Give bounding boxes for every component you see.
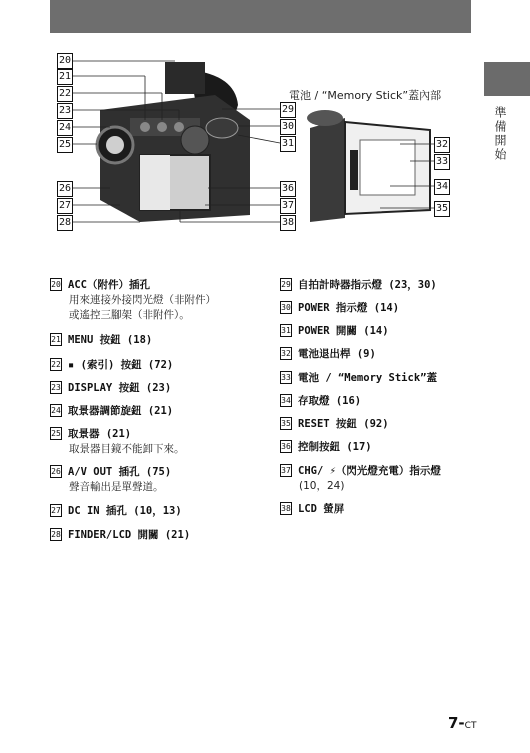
callout-23: 23 bbox=[57, 103, 73, 119]
list-item bbox=[280, 440, 372, 455]
item-index: 37 bbox=[281, 466, 291, 475]
callout-33: 33 bbox=[434, 154, 450, 170]
item-title: MENU 按鈕 (18) bbox=[68, 334, 153, 346]
list-item bbox=[280, 347, 376, 362]
callout-36: 36 bbox=[280, 181, 296, 197]
item-index: 34 bbox=[281, 396, 291, 405]
item-title: LCD 螢屏 bbox=[298, 503, 345, 515]
section-tab-label: 準備開始 bbox=[493, 106, 507, 162]
menu-button-drawing bbox=[140, 122, 150, 132]
battery-side-dial bbox=[307, 110, 343, 126]
battery-slot bbox=[350, 150, 358, 190]
item-title: 取景器 (21) bbox=[68, 428, 132, 440]
lcd-highlight bbox=[140, 155, 170, 210]
list-item bbox=[50, 465, 171, 495]
list-item bbox=[50, 427, 185, 457]
list-item bbox=[50, 333, 152, 348]
page-number-main: 7- bbox=[448, 714, 465, 732]
item-desc: 用來連接外接閃光燈（非附件） bbox=[69, 294, 216, 306]
item-index: 25 bbox=[51, 429, 61, 438]
list-item bbox=[280, 502, 344, 517]
item-title: A/V OUT 插孔 (75) bbox=[68, 466, 172, 478]
index-button-drawing bbox=[157, 122, 167, 132]
item-index: 31 bbox=[281, 326, 291, 335]
item-desc: (10，24) bbox=[299, 480, 345, 492]
item-title: ACC（附件）插孔 bbox=[68, 279, 150, 291]
battery-lid-caption: 電池 / “Memory Stick”蓋內部 bbox=[289, 89, 442, 102]
callout-32: 32 bbox=[434, 137, 450, 153]
callout-26: 26 bbox=[57, 181, 73, 197]
list-item bbox=[280, 464, 441, 494]
callout-35: 35 bbox=[434, 201, 450, 217]
item-title: RESET 按鈕 (92) bbox=[298, 418, 389, 430]
item-title: CHG/ ⚡（閃光燈充電）指示燈 bbox=[298, 465, 441, 477]
callout-37: 37 bbox=[280, 198, 296, 214]
callout-34: 34 bbox=[434, 179, 450, 195]
callout-31: 31 bbox=[280, 136, 296, 152]
callout-30: 30 bbox=[280, 119, 296, 135]
list-item bbox=[50, 528, 190, 543]
item-index: 20 bbox=[51, 280, 61, 289]
page-number bbox=[448, 714, 476, 732]
callout-22: 22 bbox=[57, 86, 73, 102]
item-index: 36 bbox=[281, 442, 291, 451]
item-title: ▪ (索引) 按鈕 (72) bbox=[68, 359, 174, 371]
item-title: 取景器調節旋鈕 (21) bbox=[68, 405, 174, 417]
item-index: 24 bbox=[51, 406, 61, 415]
callout-29: 29 bbox=[280, 102, 296, 118]
item-title: FINDER/LCD 開關 (21) bbox=[68, 529, 191, 541]
page-number-suffix: CT bbox=[464, 721, 477, 731]
display-button-drawing bbox=[174, 122, 184, 132]
callout-24: 24 bbox=[57, 120, 73, 136]
item-title: 電池 / “Memory Stick”蓋 bbox=[298, 372, 437, 384]
item-title: POWER 開關 (14) bbox=[298, 325, 389, 337]
battery-side-body bbox=[310, 118, 345, 222]
callout-25: 25 bbox=[57, 137, 73, 153]
camera-illustration bbox=[0, 0, 530, 240]
callout-27: 27 bbox=[57, 198, 73, 214]
item-title: 存取燈 (16) bbox=[298, 395, 362, 407]
memory-stick-slot bbox=[360, 140, 415, 195]
item-index: 29 bbox=[281, 280, 291, 289]
item-index: 30 bbox=[281, 303, 291, 312]
item-index: 27 bbox=[51, 506, 61, 515]
list-item bbox=[50, 358, 173, 373]
item-title: 電池退出桿 (9) bbox=[298, 348, 376, 360]
list-item bbox=[280, 394, 361, 409]
power-switch bbox=[206, 118, 238, 138]
flash-mount bbox=[165, 62, 205, 94]
list-item bbox=[280, 301, 399, 316]
item-index: 35 bbox=[281, 419, 291, 428]
list-item bbox=[280, 417, 389, 432]
item-desc: 取景器目鏡不能卸下來。 bbox=[69, 443, 185, 455]
item-index: 21 bbox=[51, 335, 61, 344]
item-index: 28 bbox=[51, 530, 61, 539]
callout-20: 20 bbox=[57, 53, 73, 69]
viewfinder-eyepiece bbox=[106, 136, 124, 154]
item-index: 33 bbox=[281, 373, 291, 382]
item-desc: 或遙控三腳架（非附件）。 bbox=[69, 309, 190, 321]
item-index: 23 bbox=[51, 383, 61, 392]
list-item bbox=[50, 278, 216, 323]
list-item bbox=[280, 324, 389, 339]
list-item bbox=[280, 371, 437, 386]
callout-28: 28 bbox=[57, 215, 73, 231]
item-index: 38 bbox=[281, 504, 291, 513]
callout-21: 21 bbox=[57, 69, 73, 85]
item-title: DISPLAY 按鈕 (23) bbox=[68, 382, 172, 394]
list-item bbox=[50, 504, 182, 519]
item-title: 控制按鈕 (17) bbox=[298, 441, 372, 453]
list-item bbox=[50, 404, 173, 419]
list-item bbox=[280, 278, 437, 293]
item-title: DC IN 插孔 (10，13) bbox=[68, 505, 182, 517]
item-index: 26 bbox=[51, 467, 61, 476]
item-title: 自拍計時器指示燈 (23，30) bbox=[298, 279, 437, 291]
item-index: 32 bbox=[281, 349, 291, 358]
callout-38: 38 bbox=[280, 215, 296, 231]
control-dial bbox=[181, 126, 209, 154]
item-title: POWER 指示燈 (14) bbox=[298, 302, 400, 314]
list-item bbox=[50, 381, 171, 396]
item-desc: 聲音輸出是單聲道。 bbox=[69, 481, 164, 493]
item-index: 22 bbox=[51, 360, 61, 369]
